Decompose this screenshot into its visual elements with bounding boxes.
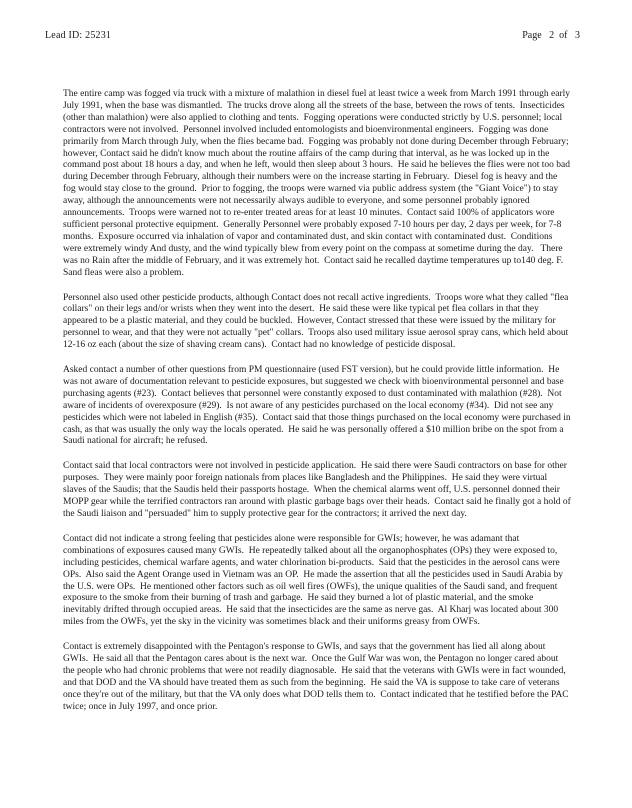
paragraph-1: The entire camp was fogged via truck with a mixture of malathion in diesel fuel at least twice a week from March 1991 through early July 1991, when the base was dismantled. The trucks drove along all the streets of the base, between the rows of tents. Insecticides (other than malathion) were also applied to clothing and tents. Fogging operations were conducted strictly by U.S. personnel; local contractors were not involved. Personnel involved included entomologists and bioenvironmental engineers. Fogging was done primarily from March through July, when the flies became bad. Fogging was probably not done during December through February; however, Contact said he didn't know much about the routine affairs of the camp during that interval, as he was locked up in the command post about 18 hours a day, and when he left, would then sleep about 3 hours. He said he believes the flies were not too bad during December through February, although their numbers were on the increase starting in February. Diesel fog is heavy and the fog would stay close to the ground. Prior to fogging, the troops were warned via public address system (the "Giant Voice") to stay away, although the announcements were not necessarily always audible to everyone, and some personnel probably ignored announcements. Troops were warned not to re-enter treated areas for at least 10 minutes. Contact said 100% of applicators wore sufficient personal protective equipment. Generally Personnel were probably exposed 7-10 hours per day, 2 days per week, for 7-8 months. Exposure occurred via inhalation of vapor and contaminated dust, and skin contact with contaminated dust. Conditions were extremely windy And dusty, and the wind typically blew from every point on the compass at sometime during the day. There was no Rain after the middle of February, and it was extremely hot. Contact said he recalled daytime temperatures up to140 deg. F. Sand fleas were also a problem. [63,89,573,278]
page-number-label: Page 2 of 3 [522,30,580,41]
paragraph-2: Personnel also used other pesticide products, although Contact does not recall active ingredients. Troops wore what they called "flea collars" on their legs and/or wrists when they went into the desert. He said these were like typical pet flea collars in that they appeared to be a plastic material, and they could be buckled. However, Contact stressed that these were issued by the military for personnel to wear, and that they were not actually "pet" collars. Troops also used military issue aerosol spray cans, which held about 12-16 oz each (about the size of shaving cream cans). Contact had no knowledge of pesticide disposal. [63,292,571,351]
page-header [45,30,580,41]
paragraph-5: Contact did not indicate a strong feeling that pesticides alone were responsible for GWIs; however, he was adamant that combinations of exposures caused many GWIs. He repeatedly talked about all the organophosphates (OPs) they were exposed to, including pesticides, chemical warfare agents, and water chlorination bi-products. Said that the pesticides in the aerosol cans were OPs. Also said the Agent Orange used in Vietnam was an OP. He made the assertion that all the pesticides used in Saudi Arabia by the U.S. were OPs. He mentioned other factors such as oil well fires (OWFs), the unique qualities of the Saudi sand, and frequent exposure to the smoke from their burning of trash and garbage. He said they burned a lot of plastic material, and the smoke inevitably drifted through occupied areas. He said that the insecticides are the same as nerve gas. Al Kharj was located about 300 miles from the OWFs, yet the sky in the vicinity was sometimes black and their uniforms greasy from OWFs. [63,533,566,628]
document-body [63,89,574,727]
lead-id-label: Lead ID: 25231 [45,30,112,41]
paragraph-6: Contact is extremely disappointed with the Pentagon's response to GWIs, and says that the government has lied all along about GWIs. He said all that the Pentagon cares about is the next war. Once the Gulf War was won, the Pentagon no longer cared about the people who had chronic problems that were not readily diagnosable. He said that the veterans with GWIs were in fact wounded, and that DOD and the VA should have treated them as such from the beginning. He said the VA is suppose to take care of veterans once they're out of the military, but that the VA only does what DOD tells them to. Contact indicated that he testified before the PAC twice; once in July 1997, and once prior. [63,642,572,712]
paragraph-4: Contact said that local contractors were not involved in pesticide application. He said there were Saudi contractors on base for other purposes. They were mainly poor foreign nationals from places like Bangladesh and the Philippines. He said they were virtual slaves of the Saudis; that the Saudis held their passports hostage. When the chemical alarms went off, U.S. personnel donned their MOPP gear while the terrified contractors ran around with plastic garbage bags over their heads. Contact said he finally got a hold of the Saudi liaison and "persuaded" him to supply protective gear for the contractors; it arrived the next day. [63,461,574,519]
paragraph-3: Asked contact a number of other questions from PM questionnaire (used FST version), but he could provide little information. He was not aware of documentation relevant to pesticide exposures, but suggested we check with bioenvironmental personnel and base purchasing agents (#23). Contact believes that personnel were constantly exposed to dust contaminated with malathion (#28). Not aware of incidents of overexposure (#29). Is not aware of any pesticides purchased on the local economy (#34). Did not see any pesticides which were not labeled in English (#35). Contact said that those things purchased on the local economy were purchased in cash, as that was usually the only way the locals operated. He said he was personally offered a $10 million bribe on the spot from a Saudi national for aircraft; he refused. [63,365,573,447]
